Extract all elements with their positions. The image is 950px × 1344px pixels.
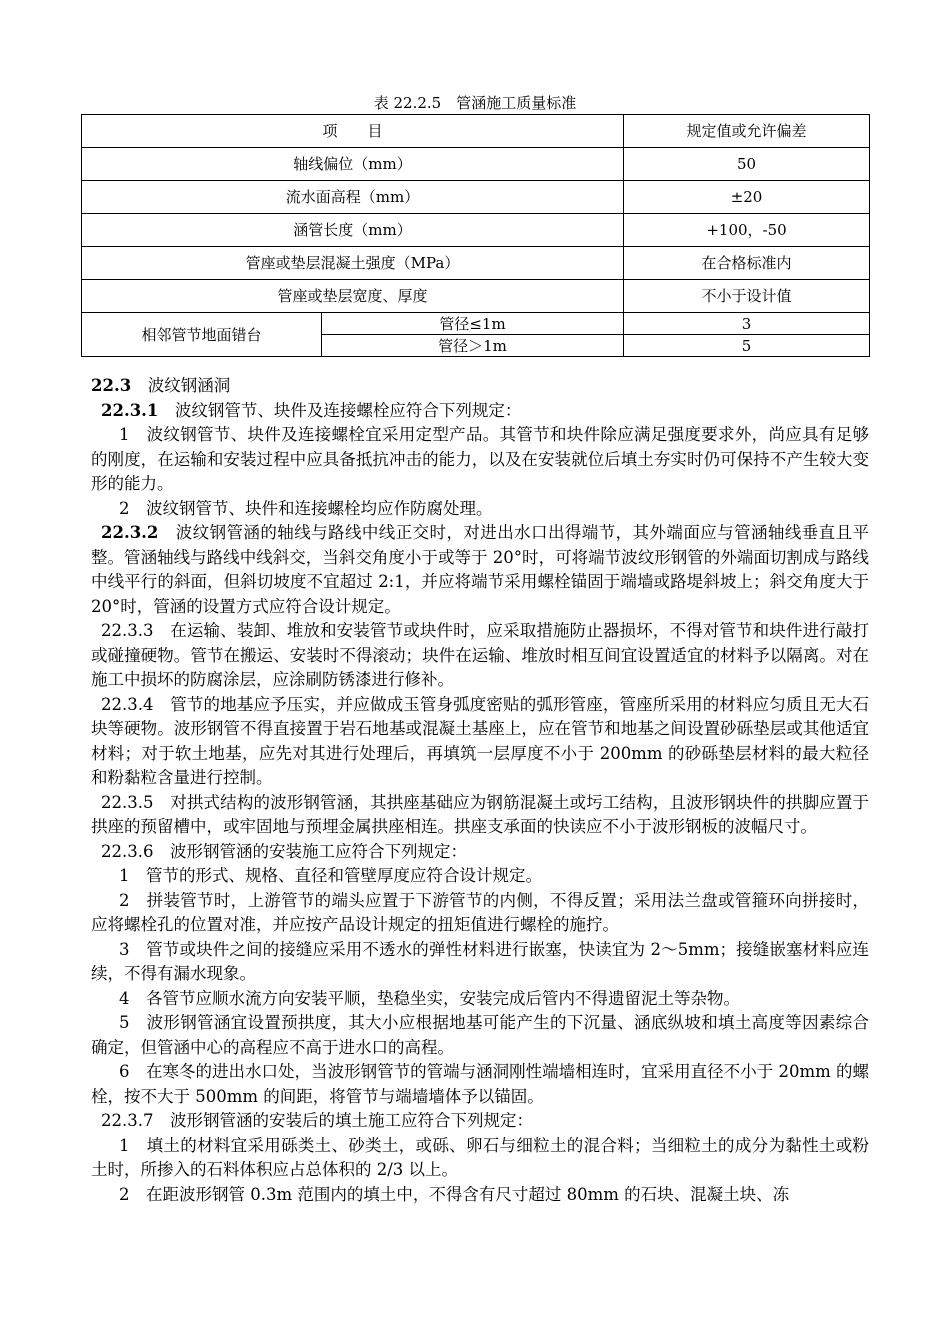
row-value: 在合格标准内 <box>624 247 870 280</box>
row-value: 不小于设计值 <box>624 280 870 313</box>
row-item: 管座或垫层混凝土强度（MPa） <box>82 247 624 280</box>
sub-item: 管径≤1m <box>322 313 624 335</box>
clause-22-3-6: 22.3.6 波形钢管涵的安装施工应符合下列规定： <box>101 841 467 861</box>
section-title: 波纹钢涵洞 <box>131 376 231 395</box>
row-value: ±20 <box>624 181 870 214</box>
section-number: 22.3 <box>91 376 132 395</box>
clause-number: 22.3.2 <box>101 523 159 542</box>
table-header-row <box>82 115 870 148</box>
clause-22-3-7: 22.3.7 波形钢管涵的安装后的填土施工应符合下列规定： <box>101 1111 533 1130</box>
clause-text: 波纹钢管涵的轴线与路线中线正交时，对进出水口出得端节，其外端面应与管涵轴线垂直且平整。管涵轴线与路线中线斜交，当斜交角度小于或等于 20°时，可将端节波纹形钢管的外端面切割成与路线中线平行的斜面，但斜切坡度不宜超过 2:1，并应将端节采用螺栓锚固于端墙或路堤斜坡上；斜交角度大于 20°时，管涵的设置方式应符合设计规定。 <box>91 523 869 616</box>
merged-label: 相邻管节地面错台 <box>82 313 322 357</box>
row-item: 轴线偏位（mm） <box>82 148 624 181</box>
header-value: 规定值或允许偏差 <box>624 115 870 148</box>
item-paragraph: 4 各管节应顺水流方向安装平顺，垫稳坐实，安装完成后管内不得遗留泥土等杂物。 <box>119 988 740 1008</box>
item-paragraph: 6 在寒冬的进出水口处，当波形钢管节的管端与涵洞刚性端墙相连时，宜采用直径不小于 20mm 的螺栓，按不大于 500mm 的间距，将管节与端墙墙体予以锚固。 <box>91 1062 869 1106</box>
table-row <box>82 280 870 313</box>
clause-22-3-4: 22.3.4 管节的地基应予压实，并应做成玉管身弧度密贴的弧形管座，管座所采用的材料应匀质且无大石块等硬物。波形钢管不得直接置于岩石地基或混凝土基座上，应在管节和地基之间设置砂砾垫层或其他适宜材料；对于软土地基，应先对其进行处理后，再填筑一层厚度不小于 200mm 的砂砾垫层材料的最大粒径和粉黏粒含量进行控制。 <box>91 694 869 787</box>
table-row <box>82 148 870 181</box>
item-paragraph: 5 波形钢管涵宜设置预拱度，其大小应根据地基可能产生的下沉量、涵底纵坡和填土高度等因素综合确定，但管涵中心的高程应不高于进水口的高程。 <box>91 1013 869 1057</box>
clause-number: 22.3.1 <box>101 400 159 420</box>
item-paragraph: 1 管节的形式、规格、直径和管壁厚度应符合设计规定。 <box>119 866 542 885</box>
table-row <box>82 181 870 214</box>
sub-item: 管径＞1m <box>322 335 624 357</box>
body-text <box>91 374 869 1207</box>
table-caption: 表 22.2.5 管涵施工质量标准 <box>373 94 577 112</box>
table-row <box>82 214 870 247</box>
sub-value: 5 <box>624 335 870 357</box>
sub-value: 3 <box>624 313 870 335</box>
row-item: 流水面高程（mm） <box>82 181 624 214</box>
clause-22-3-1 <box>91 399 869 424</box>
row-item: 管座或垫层宽度、厚度 <box>82 280 624 313</box>
clause-text: 波纹钢管节、块件及连接螺栓应符合下列规定： <box>158 400 522 420</box>
item-paragraph: 3 管节或块件之间的接缝应采用不透水的弹性材料进行嵌塞，快读宜为 2～5mm；接缝嵌塞材料应连续，不得有漏水现象。 <box>91 939 869 983</box>
item-paragraph: 2 在距波形钢管 0.3m 范围内的填土中，不得含有尺寸超过 80mm 的石块、混凝土块、冻 <box>119 1184 790 1204</box>
table-row <box>82 313 870 335</box>
table-row <box>82 247 870 280</box>
clause-22-3-5: 22.3.5 对拱式结构的波形钢管涵，其拱座基础应为钢筋混凝土或圬工结构，且波形钢块件的拱脚应置于拱座的预留槽中，或牢固地与预埋金属拱座相连。拱座支承面的快读应不小于波形钢板的波幅尺寸。 <box>91 792 869 836</box>
item-paragraph: 2 波纹钢管节、块件和连接螺栓均应作防腐处理。 <box>119 498 493 518</box>
item-paragraph: 1 填土的材料宜采用砾类土、砂类土，或砾、卵石与细粒土的混合料；当细粒土的成分为黏性土或粉土时，所掺入的石料体积应占总体积的 2/3 以上。 <box>91 1135 869 1179</box>
section-heading <box>91 374 869 399</box>
row-item: 涵管长度（mm） <box>82 214 624 247</box>
header-item: 项 目 <box>82 115 624 148</box>
row-value: 50 <box>624 148 870 181</box>
quality-standard-table <box>81 114 870 357</box>
item-paragraph: 1 波纹钢管节、块件及连接螺栓宜采用定型产品。其管节和块件除应满足强度要求外，尚应具有足够的刚度，在运输和安装过程中应具备抵抗冲击的能力，以及在安装就位后填土夯实时仍可保持不产生较大变形的能力。 <box>91 425 869 493</box>
item-paragraph: 2 拼装管节时，上游管节的端头应置于下游管节的内侧，不得反置；采用法兰盘或管箍环向拼接时，应将螺栓孔的位置对准，并应按产品设计规定的扭矩值进行螺栓的施拧。 <box>91 890 869 934</box>
row-value: +100，-50 <box>624 214 870 247</box>
clause-22-3-2 <box>91 521 869 619</box>
clause-22-3-3: 22.3.3 在运输、装卸、堆放和安装管节或块件时，应采取措施防止器损坏，不得对管节和块件进行敲打或碰撞硬物。管节在搬运、安装时不得滚动；块件在运输、堆放时相互间宜设置适宜的材料予以隔离。对在施工中损坏的防腐涂层，应涂刷防锈漆进行修补。 <box>91 621 869 689</box>
